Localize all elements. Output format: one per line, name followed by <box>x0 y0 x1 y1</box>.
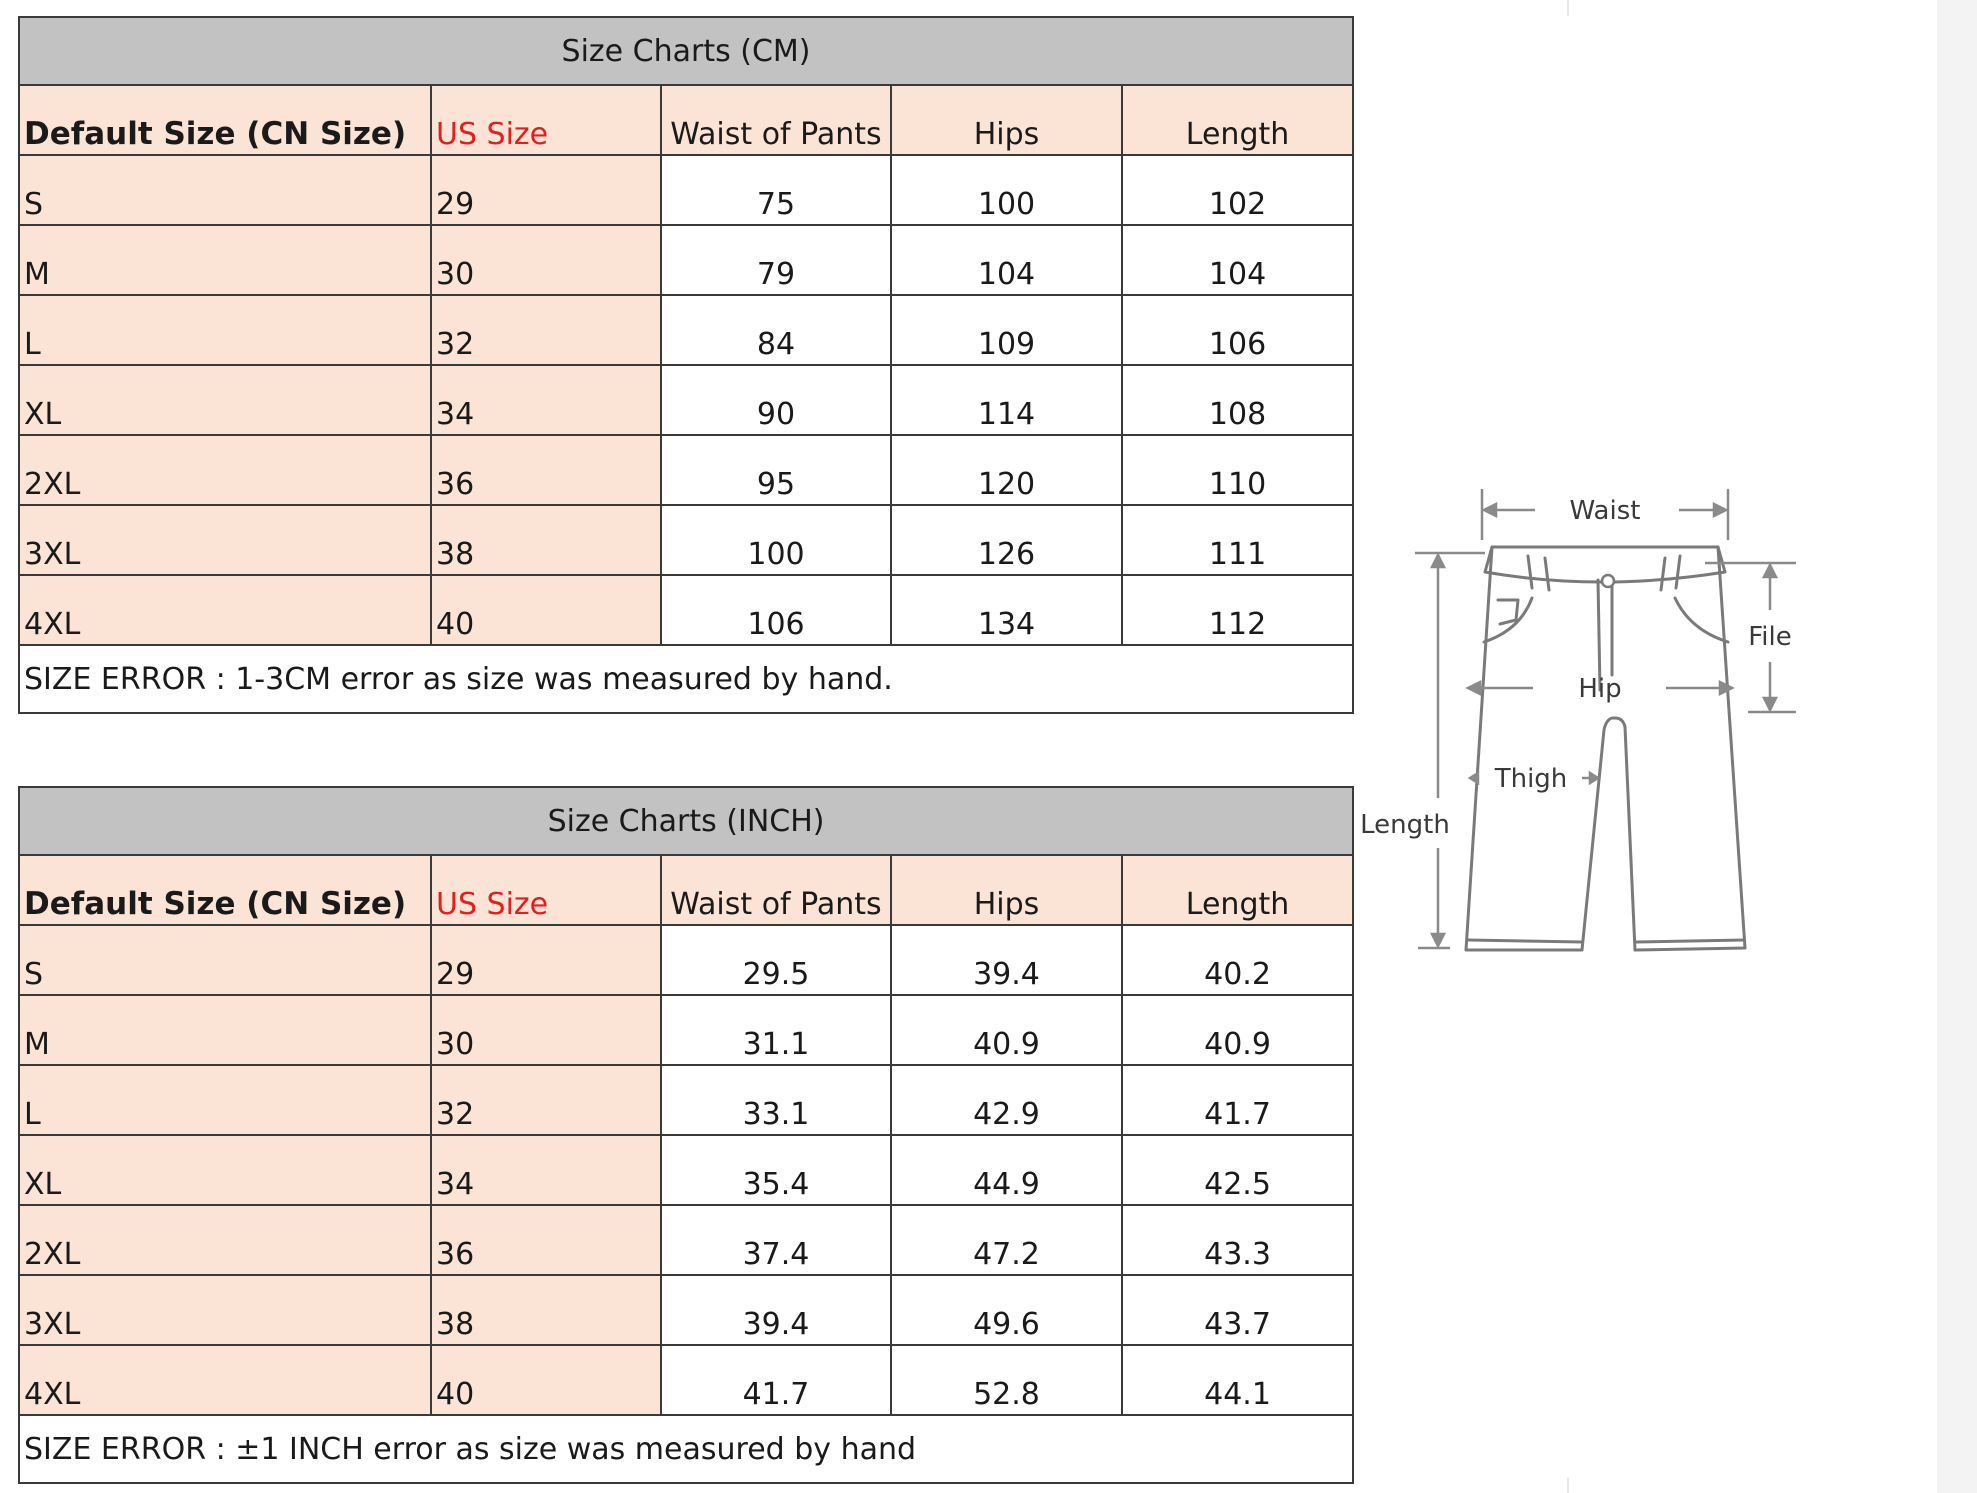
waist-cell: 75 <box>661 155 891 225</box>
hips-cell: 44.9 <box>891 1135 1122 1205</box>
button <box>1602 575 1614 587</box>
length-cell: 41.7 <box>1122 1065 1353 1135</box>
cn-size-cell: 2XL <box>19 435 431 505</box>
arrow-down <box>1432 934 1444 946</box>
waist-cell: 29.5 <box>661 925 891 995</box>
hem-line <box>1468 940 1582 942</box>
header-hips: Hips <box>891 85 1122 155</box>
us-size-cell: 29 <box>431 155 661 225</box>
waist-cell: 41.7 <box>661 1345 891 1415</box>
waist-label: Waist <box>1569 496 1641 526</box>
us-size-cell: 32 <box>431 295 661 365</box>
table-title: Size Charts (INCH) <box>19 787 1353 855</box>
length-cell: 42.5 <box>1122 1135 1353 1205</box>
length-cell: 43.3 <box>1122 1205 1353 1275</box>
waist-cell: 100 <box>661 505 891 575</box>
arrow-down <box>1764 698 1776 710</box>
hem-line <box>1635 940 1744 942</box>
length-cell: 102 <box>1122 155 1353 225</box>
table-row <box>19 1345 1353 1415</box>
cn-size-cell: M <box>19 995 431 1065</box>
cn-size-cell: 4XL <box>19 1345 431 1415</box>
cn-size-cell: S <box>19 155 431 225</box>
pants-diagram <box>1350 480 1830 960</box>
length-cell: 112 <box>1122 575 1353 645</box>
pants-outline <box>1466 547 1745 950</box>
arrow-up <box>1764 565 1776 577</box>
us-size-cell: 38 <box>431 505 661 575</box>
length-cell: 110 <box>1122 435 1353 505</box>
size-error-note: SIZE ERROR : ±1 INCH error as size was measured by hand <box>19 1415 1353 1483</box>
table-row <box>19 505 1353 575</box>
length-cell: 40.2 <box>1122 925 1353 995</box>
us-size-cell: 34 <box>431 1135 661 1205</box>
front-pocket <box>1484 598 1532 642</box>
table-row <box>19 995 1353 1065</box>
hips-cell: 114 <box>891 365 1122 435</box>
table-title: Size Charts (CM) <box>19 17 1353 85</box>
cn-size-cell: L <box>19 295 431 365</box>
table-row <box>19 925 1353 995</box>
thigh-label: Thigh <box>1494 764 1568 794</box>
header-us-size: US Size <box>431 855 661 925</box>
waist-cell: 106 <box>661 575 891 645</box>
arrow-left <box>1484 504 1496 516</box>
cn-size-cell: 3XL <box>19 1275 431 1345</box>
waist-cell: 35.4 <box>661 1135 891 1205</box>
cn-size-cell: M <box>19 225 431 295</box>
waist-cell: 31.1 <box>661 995 891 1065</box>
cn-size-cell: XL <box>19 1135 431 1205</box>
hips-cell: 100 <box>891 155 1122 225</box>
grid-line <box>1567 0 1569 16</box>
hips-cell: 109 <box>891 295 1122 365</box>
size-chart-inch <box>18 786 1354 1484</box>
hips-cell: 126 <box>891 505 1122 575</box>
length-cell: 40.9 <box>1122 995 1353 1065</box>
header-hips: Hips <box>891 855 1122 925</box>
header-cn-size: Default Size (CN Size) <box>19 85 431 155</box>
us-size-cell: 29 <box>431 925 661 995</box>
us-size-cell: 36 <box>431 1205 661 1275</box>
table-row <box>19 575 1353 645</box>
length-cell: 104 <box>1122 225 1353 295</box>
belt-loop <box>1545 558 1549 590</box>
table-row <box>19 155 1353 225</box>
arrow-up <box>1432 555 1444 567</box>
arrow-left <box>1470 773 1478 783</box>
us-size-cell: 32 <box>431 1065 661 1135</box>
table-row <box>19 435 1353 505</box>
page-edge-strip <box>1937 0 1977 1493</box>
us-size-cell: 38 <box>431 1275 661 1345</box>
hips-cell: 39.4 <box>891 925 1122 995</box>
waist-cell: 33.1 <box>661 1065 891 1135</box>
size-chart-cm <box>18 16 1354 714</box>
hip-label: Hip <box>1578 674 1622 704</box>
cn-size-cell: 4XL <box>19 575 431 645</box>
front-pocket <box>1498 600 1518 624</box>
hips-cell: 40.9 <box>891 995 1122 1065</box>
waist-cell: 37.4 <box>661 1205 891 1275</box>
waist-cell: 79 <box>661 225 891 295</box>
cn-size-cell: 3XL <box>19 505 431 575</box>
table-row <box>19 1205 1353 1275</box>
length-cell: 108 <box>1122 365 1353 435</box>
us-size-cell: 30 <box>431 995 661 1065</box>
length-cell: 44.1 <box>1122 1345 1353 1415</box>
header-us-size: US Size <box>431 85 661 155</box>
table-row <box>19 365 1353 435</box>
hips-cell: 120 <box>891 435 1122 505</box>
table-row <box>19 1275 1353 1345</box>
hips-cell: 47.2 <box>891 1205 1122 1275</box>
length-cell: 111 <box>1122 505 1353 575</box>
waist-cell: 90 <box>661 365 891 435</box>
hips-cell: 104 <box>891 225 1122 295</box>
file-label: File <box>1748 622 1792 652</box>
belt-loop <box>1676 556 1680 588</box>
length-cell: 43.7 <box>1122 1275 1353 1345</box>
us-size-cell: 34 <box>431 365 661 435</box>
grid-line <box>1567 1478 1569 1493</box>
arrow-right <box>1590 773 1598 783</box>
waist-cell: 84 <box>661 295 891 365</box>
table-row <box>19 1135 1353 1205</box>
us-size-cell: 30 <box>431 225 661 295</box>
arrow-right <box>1720 682 1732 694</box>
header-waist: Waist of Pants <box>661 85 891 155</box>
table-row <box>19 295 1353 365</box>
hips-cell: 42.9 <box>891 1065 1122 1135</box>
header-length: Length <box>1122 855 1353 925</box>
cn-size-cell: XL <box>19 365 431 435</box>
length-label: Length <box>1360 810 1450 840</box>
header-waist: Waist of Pants <box>661 855 891 925</box>
cn-size-cell: L <box>19 1065 431 1135</box>
length-cell: 106 <box>1122 295 1353 365</box>
waist-cell: 39.4 <box>661 1275 891 1345</box>
us-size-cell: 36 <box>431 435 661 505</box>
table-row <box>19 225 1353 295</box>
belt-loop <box>1661 558 1665 590</box>
hips-cell: 49.6 <box>891 1275 1122 1345</box>
us-size-cell: 40 <box>431 575 661 645</box>
arrow-left <box>1468 682 1480 694</box>
header-cn-size: Default Size (CN Size) <box>19 855 431 925</box>
cn-size-cell: S <box>19 925 431 995</box>
table-row <box>19 1065 1353 1135</box>
belt-loop <box>1528 556 1532 588</box>
front-pocket <box>1675 598 1728 642</box>
hips-cell: 134 <box>891 575 1122 645</box>
hips-cell: 52.8 <box>891 1345 1122 1415</box>
size-error-note: SIZE ERROR : 1-3CM error as size was measured by hand. <box>19 645 1353 713</box>
cn-size-cell: 2XL <box>19 1205 431 1275</box>
us-size-cell: 40 <box>431 1345 661 1415</box>
header-length: Length <box>1122 85 1353 155</box>
arrow-right <box>1714 504 1726 516</box>
waist-cell: 95 <box>661 435 891 505</box>
